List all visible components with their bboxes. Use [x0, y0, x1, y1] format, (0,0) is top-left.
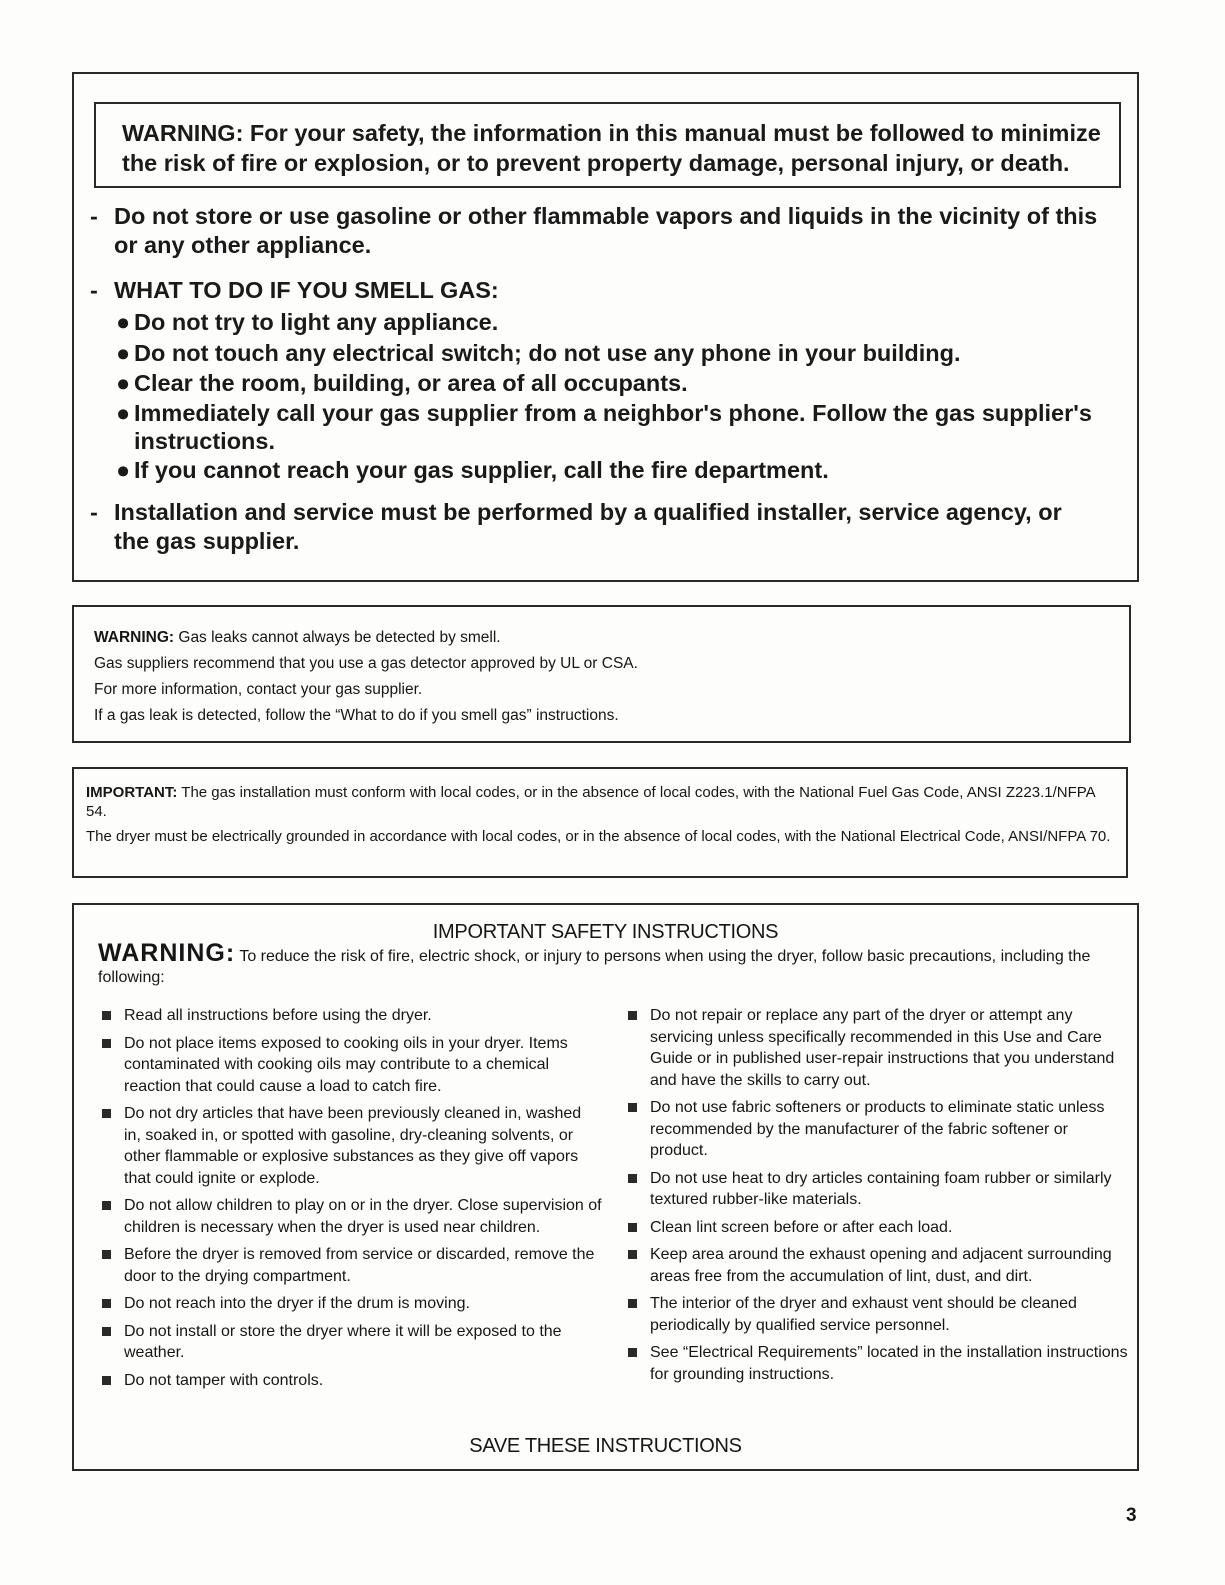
list-item-text: Do not place items exposed to cooking oils in your dryer. Items contaminated with cooking oils may contribute to a chemical reaction that could cause a load to catch fire. — [124, 1034, 568, 1095]
safety-instructions-box — [72, 903, 1139, 1471]
dash-marker: - — [90, 203, 98, 229]
list-item-text: See “Electrical Requirements” located in the installation instructions for grounding instructions. — [650, 1344, 1128, 1383]
bullet-dot: ● — [116, 400, 131, 426]
gas-safety-warning-box — [72, 72, 1139, 582]
gas-step-3: Clear the room, building, or area of all occupants. — [134, 370, 688, 396]
square-bullet-icon — [102, 1250, 111, 1259]
list-item — [92, 1370, 602, 1392]
square-bullet-icon — [628, 1103, 637, 1112]
gas-leak-line-4: If a gas leak is detected, follow the “What to do if you smell gas” instructions. — [94, 707, 619, 724]
list-item-text: Do not reach into the dryer if the drum is moving. — [124, 1295, 470, 1312]
list-item — [92, 1195, 602, 1238]
installation-warning-line-1: Installation and service must be performed by a qualified installer, service agency, or — [114, 499, 1062, 525]
list-item — [618, 1097, 1128, 1162]
list-item-text: Do not use heat to dry articles containing foam rubber or similarly textured rubber-like materials. — [650, 1169, 1112, 1208]
smell-gas-heading: WHAT TO DO IF YOU SMELL GAS: — [114, 277, 499, 303]
square-bullet-icon — [628, 1223, 637, 1232]
gas-leak-line-1 — [94, 625, 638, 651]
dash-marker: - — [90, 499, 98, 525]
flammable-warning-line-2: or any other appliance. — [114, 232, 372, 258]
gas-step-4: Immediately call your gas supplier from a neighbor's phone. Follow the gas supplier's — [134, 400, 1092, 426]
gas-code-paragraph — [86, 783, 1116, 821]
gas-step-2: Do not touch any electrical switch; do not use any phone in your building. — [134, 340, 961, 366]
gas-leak-warning-box — [72, 605, 1131, 743]
square-bullet-icon — [628, 1011, 637, 1020]
square-bullet-icon — [102, 1299, 111, 1308]
square-bullet-icon — [628, 1250, 637, 1259]
page-number: 3 — [1126, 1505, 1137, 1526]
electrical-code-paragraph: The dryer must be electrically grounded in accordance with local codes, or in the absence of local codes, with the National Electrical Code, ANSI/NFPA 70. — [86, 828, 1111, 845]
square-bullet-icon — [102, 1201, 111, 1210]
installation-warning-line-2: the gas supplier. — [114, 528, 300, 554]
square-bullet-icon — [102, 1376, 111, 1385]
instructions-left-column — [92, 1005, 602, 1397]
square-bullet-icon — [628, 1299, 637, 1308]
primary-warning-text: WARNING: For your safety, the information in this manual must be followed to minimize the risk of fire or explosion, or to prevent property damage, personal injury, or death. — [122, 120, 1101, 176]
list-item — [92, 1321, 602, 1364]
dryer-warning-text: To reduce the risk of fire, electric shock, or injury to persons when using the dryer, follow basic precautions, including the following: — [98, 948, 1091, 986]
gas-leak-text: Gas leaks cannot always be detected by smell. — [174, 629, 501, 646]
bullet-dot: ● — [116, 457, 131, 483]
list-item — [92, 1244, 602, 1287]
bullet-dot: ● — [116, 309, 131, 335]
square-bullet-icon — [102, 1109, 111, 1118]
list-item — [92, 1033, 602, 1098]
instructions-right-column — [618, 1005, 1128, 1391]
gas-leak-line-3: For more information, contact your gas supplier. — [94, 681, 423, 698]
list-item — [92, 1293, 602, 1315]
square-bullet-icon — [628, 1348, 637, 1357]
gas-leak-line-2: Gas suppliers recommend that you use a gas detector approved by UL or CSA. — [94, 655, 638, 672]
dryer-warning-intro — [98, 939, 1118, 988]
list-item-text: Do not tamper with controls. — [124, 1371, 324, 1389]
dash-marker: - — [90, 277, 98, 303]
warning-label: WARNING: — [94, 629, 175, 646]
list-item — [92, 1005, 602, 1027]
list-item-text: Do not install or store the dryer where it will be exposed to the weather. — [124, 1322, 562, 1361]
list-item — [618, 1168, 1128, 1211]
list-item — [618, 1005, 1128, 1091]
code-compliance-box — [72, 767, 1128, 878]
list-item-text: Clean lint screen before or after each load. — [650, 1218, 953, 1236]
square-bullet-icon — [102, 1039, 111, 1048]
list-item-text: Read all instructions before using the dryer. — [124, 1007, 432, 1024]
safety-instructions-title: IMPORTANT SAFETY INSTRUCTIONS — [432, 921, 779, 943]
gas-step-4-cont: instructions. — [134, 428, 276, 454]
save-instructions-footer: SAVE THESE INSTRUCTIONS — [469, 1435, 742, 1457]
list-item-text: Do not repair or replace any part of the dryer or attempt any servicing unless specifically recommended in this Use and Care Guide or in published user-repair instructions that you understand and have the skills to carry out. — [650, 1007, 1115, 1089]
list-item-text: Before the dryer is removed from service or discarded, remove the door to the drying compartment. — [124, 1246, 595, 1285]
list-item-text: Do not use fabric softeners or products to eliminate static unless recommended by the manufacturer of the fabric softener or product. — [650, 1099, 1105, 1159]
square-bullet-icon — [628, 1174, 637, 1183]
list-item-text: The interior of the dryer and exhaust vent should be cleaned periodically by qualified service personnel. — [650, 1295, 1077, 1334]
primary-warning-frame — [94, 102, 1121, 188]
list-item — [618, 1293, 1128, 1336]
bullet-dot: ● — [116, 340, 131, 366]
square-bullet-icon — [102, 1327, 111, 1336]
list-item-text: Do not dry articles that have been previously cleaned in, washed in, soaked in, or spotted with gasoline, dry-cleaning solvents, or other flammable or explosive substances as they give off vapors that could ignite or explode. — [124, 1105, 582, 1187]
list-item-text: Keep area around the exhaust opening and adjacent surrounding areas free from the accumulation of lint, dust, and dirt. — [650, 1246, 1112, 1285]
warning-word: WARNING: — [98, 939, 236, 967]
list-item — [92, 1103, 602, 1189]
gas-step-5: If you cannot reach your gas supplier, call the fire department. — [134, 457, 829, 483]
list-item — [618, 1244, 1128, 1287]
list-item-text: Do not allow children to play on or in the dryer. Close supervision of children is necessary when the dryer is used near children. — [124, 1197, 602, 1236]
gas-step-1: Do not try to light any appliance. — [134, 309, 499, 335]
bullet-dot: ● — [116, 370, 131, 396]
list-item — [618, 1342, 1128, 1385]
flammable-warning-line-1: Do not store or use gasoline or other flammable vapors and liquids in the vicinity of this — [114, 203, 1098, 229]
square-bullet-icon — [102, 1011, 111, 1020]
important-label: IMPORTANT: — [86, 784, 178, 801]
list-item — [618, 1217, 1128, 1239]
gas-code-text: The gas installation must conform with local codes, or in the absence of local codes, with the National Fuel Gas Code, ANSI Z223.1/NFPA 54. — [86, 784, 1095, 820]
